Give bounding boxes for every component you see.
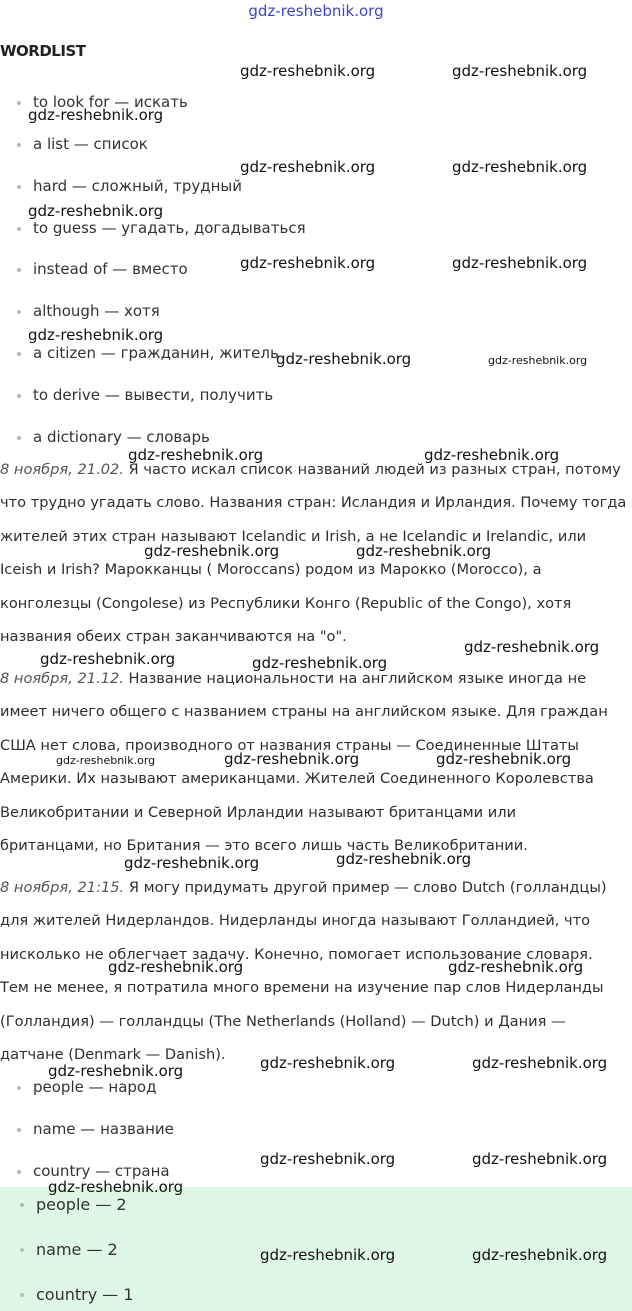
entry-line: (Голландия) — голландцы (The Netherlands (Holland) — Dutch) и Дания — xyxy=(0,1013,566,1030)
entry-line: жителей этих стран называют Icelandic и Irish, а не Icelandic и Irelandic, или xyxy=(0,528,587,545)
watermark: gdz-reshebnik.org xyxy=(472,1150,608,1168)
list-item: instead of — вместо xyxy=(33,260,188,278)
watermark: gdz-reshebnik.org xyxy=(40,650,176,668)
watermark: gdz-reshebnik.org xyxy=(488,354,588,367)
entry-line: для жителей Нидерландов. Нидерланды иногда называют Голландией, что xyxy=(0,912,591,929)
watermark: gdz-reshebnik.org xyxy=(356,542,492,560)
watermark: gdz-reshebnik.org xyxy=(240,62,376,80)
answer-item: people — 2 xyxy=(36,1195,127,1214)
answer-item: country — 1 xyxy=(36,1285,134,1304)
entry-line: США нет слова, производного от названия страны — Соединенные Штаты xyxy=(0,737,579,754)
watermark: gdz-reshebnik.org xyxy=(48,1062,184,1080)
list-item: people — народ xyxy=(33,1078,157,1096)
watermark: gdz-reshebnik.org xyxy=(144,542,280,560)
entry-date: 8 ноября, 21:15. xyxy=(0,879,125,896)
list-item: to guess — угадать, догадываться xyxy=(33,219,306,237)
entry-line: Тем не менее, я потратила много времени на изучение пар слов Нидерланды xyxy=(0,979,604,996)
watermark: gdz-reshebnik.org xyxy=(124,854,260,872)
list-item: although — хотя xyxy=(33,302,160,320)
watermark: gdz-reshebnik.org xyxy=(28,202,164,220)
watermark: gdz-reshebnik.org xyxy=(128,446,264,464)
list-item: hard — сложный, трудный xyxy=(33,177,243,195)
entry-line: датчане (Denmark — Danish). xyxy=(0,1046,226,1063)
watermark: gdz-reshebnik.org xyxy=(472,1054,608,1072)
watermark: gdz-reshebnik.org xyxy=(452,62,588,80)
watermark: gdz-reshebnik.org xyxy=(452,158,588,176)
entry-line: 8 ноября, 21:15. Я могу придумать другой пример — слово Dutch (голландцы) xyxy=(0,879,607,896)
watermark: gdz-reshebnik.org xyxy=(28,326,164,344)
watermark: gdz-reshebnik.org xyxy=(108,958,244,976)
watermark: gdz-reshebnik.org xyxy=(448,958,584,976)
list-item: to look for — искать xyxy=(33,93,188,111)
watermark: gdz-reshebnik.org xyxy=(464,638,600,656)
list-item: name — название xyxy=(33,1120,174,1138)
wordlist-heading: WORDLIST xyxy=(0,42,86,60)
watermark: gdz-reshebnik.org xyxy=(240,158,376,176)
entry-line: конголезцы (Congolese) из Республики Конго (Republic of the Congo), хотя xyxy=(0,595,572,612)
entry-line: что трудно угадать слово. Названия стран: Исландия и Ирландия. Почему тогда xyxy=(0,494,627,511)
list-item: to derive — вывести, получить xyxy=(33,386,274,404)
watermark: gdz-reshebnik.org xyxy=(452,254,588,272)
watermark: gdz-reshebnik.org xyxy=(252,654,388,672)
entry-line: Америки. Их называют американцами. Жителей Соединенного Королевства xyxy=(0,770,594,787)
watermark: gdz-reshebnik.org xyxy=(28,106,164,124)
watermark: gdz-reshebnik.org xyxy=(436,750,572,768)
watermark: gdz-reshebnik.org xyxy=(276,350,412,368)
site-header-link[interactable]: gdz-reshebnik.org xyxy=(248,2,384,20)
entry-line: имеет ничего общего с названием страны на английском языке. Для граждан xyxy=(0,703,608,720)
watermark: gdz-reshebnik.org xyxy=(260,1054,396,1072)
watermark: gdz-reshebnik.org xyxy=(424,446,560,464)
entry-line: нисколько не облегчает задачу. Конечно, помогает использование словаря. xyxy=(0,946,593,963)
entry-line: Великобритании и Северной Ирландии называют британцами или xyxy=(0,804,517,821)
answer-item: name — 2 xyxy=(36,1240,118,1259)
entry-line: 8 ноября, 21.02. Я часто искал список названий людей из разных стран, потому xyxy=(0,461,621,478)
entry-line: названия обеих стран заканчиваются на "o". xyxy=(0,628,347,645)
entry-line: Iceish и Irish? Марокканцы ( Moroccans) родом из Марокко (Morocco), а xyxy=(0,561,542,578)
entry-date: 8 ноября, 21.02. xyxy=(0,461,124,478)
list-item: a dictionary — словарь xyxy=(33,428,210,446)
list-item: a citizen — гражданин, житель xyxy=(33,344,279,362)
watermark: gdz-reshebnik.org xyxy=(260,1150,396,1168)
list-item: country — страна xyxy=(33,1162,170,1180)
watermark: gdz-reshebnik.org xyxy=(56,754,156,767)
watermark: gdz-reshebnik.org xyxy=(240,254,376,272)
watermark: gdz-reshebnik.org xyxy=(260,1246,396,1264)
watermark: gdz-reshebnik.org xyxy=(48,1178,184,1196)
entry-date: 8 ноября, 21.12. xyxy=(0,670,124,687)
watermark: gdz-reshebnik.org xyxy=(224,750,360,768)
entry-line: 8 ноября, 21.12. Название национальности на английском языке иногда не xyxy=(0,670,587,687)
list-item: a list — список xyxy=(33,135,148,153)
watermark: gdz-reshebnik.org xyxy=(336,850,472,868)
watermark: gdz-reshebnik.org xyxy=(472,1246,608,1264)
entry-line: британцами, но Британия — это всего лишь часть Великобритании. xyxy=(0,837,528,854)
